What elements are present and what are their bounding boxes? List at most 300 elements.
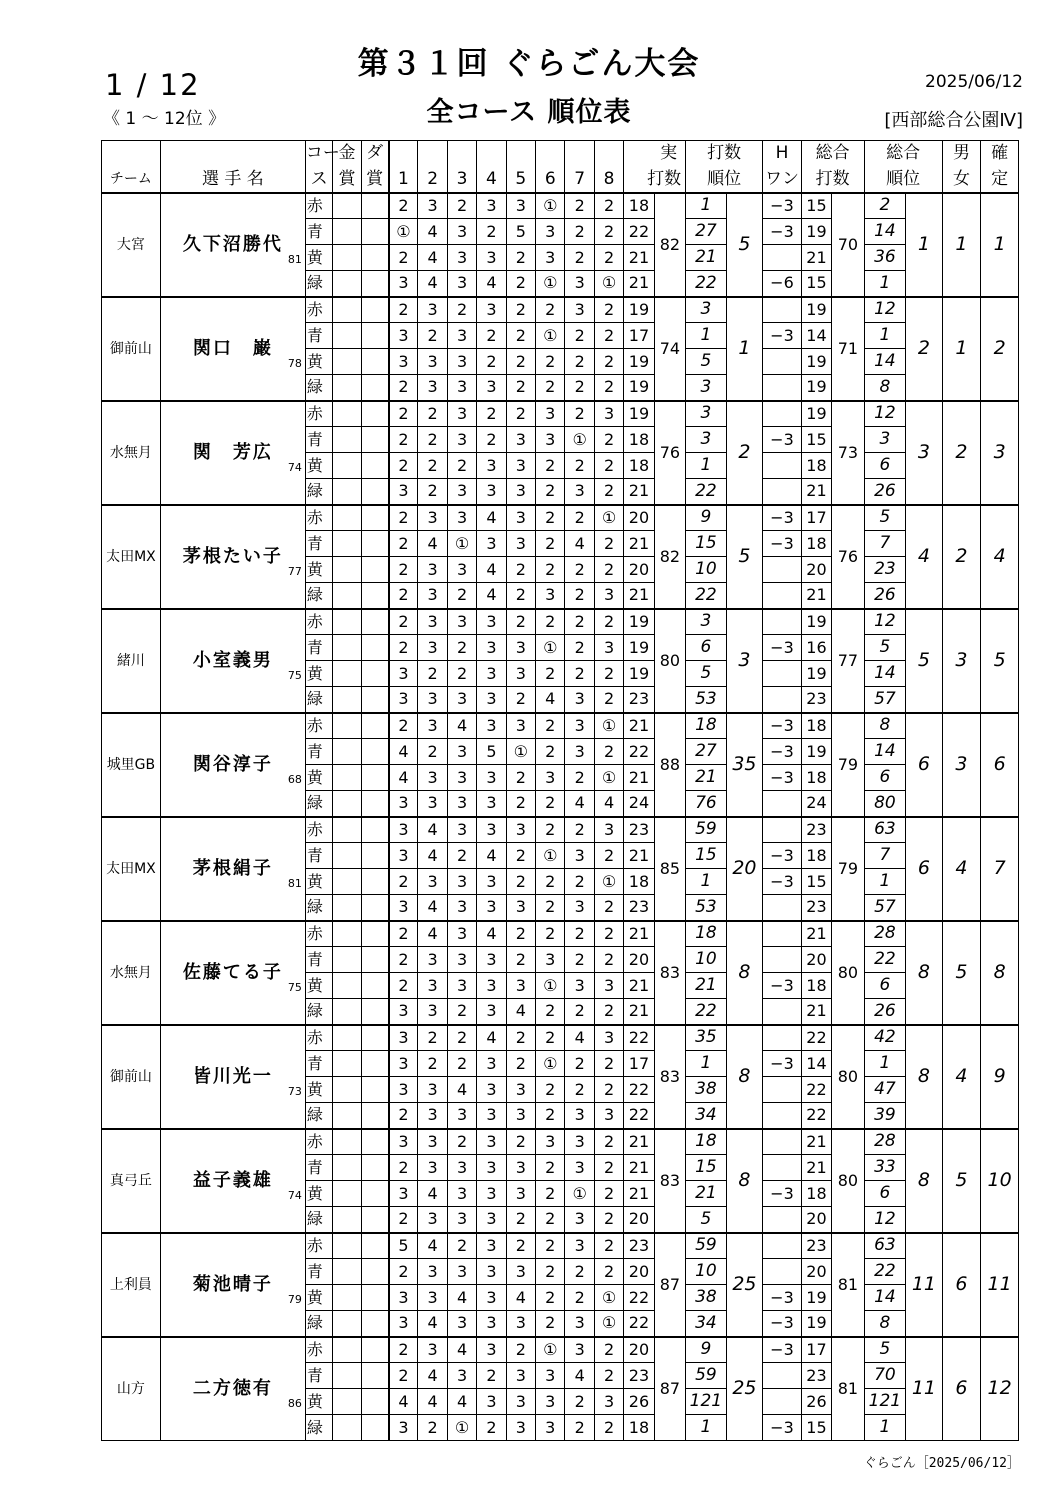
hole-score: 2 (565, 349, 594, 375)
course-rank: 59 (686, 817, 727, 843)
hole-score: ① (536, 323, 565, 349)
hole-score: 2 (594, 1077, 623, 1103)
hole-score: 2 (536, 1207, 565, 1233)
hole-score: 3 (447, 349, 476, 375)
actual-total: 83 (654, 921, 685, 1025)
course-sum: 21 (624, 1155, 654, 1181)
da-prize (361, 1337, 388, 1363)
course-sum: 21 (624, 271, 654, 297)
table-row (102, 505, 1019, 531)
player-name: 久下沼勝代 (182, 233, 283, 255)
hole-score: 3 (447, 401, 476, 427)
hole-score: 3 (477, 1311, 506, 1337)
course-total: 19 (801, 349, 831, 375)
hole-score: 2 (447, 661, 476, 687)
course-total-rank: 12 (864, 401, 906, 427)
course-name: 緑 (305, 479, 332, 505)
hole-score: 2 (594, 921, 623, 947)
course-rank: 15 (686, 531, 727, 557)
hole-score: 3 (418, 1259, 447, 1285)
hole-score: 4 (477, 1025, 506, 1051)
course-total: 21 (801, 583, 831, 609)
hole-score: ① (594, 1311, 623, 1337)
actual-total: 76 (654, 401, 685, 505)
course-sum: 23 (624, 895, 654, 921)
hole-score: 2 (389, 713, 418, 739)
hole-score: 4 (418, 817, 447, 843)
final-rank: 4 (981, 505, 1019, 609)
gold-prize (333, 1259, 361, 1285)
hole-in-one: −3 (763, 193, 802, 219)
course-name: 緑 (305, 999, 332, 1025)
course-total: 21 (801, 921, 831, 947)
course-sum: 22 (624, 739, 654, 765)
hole-score: 2 (506, 765, 535, 791)
course-total: 17 (801, 1337, 831, 1363)
course-rank: 1 (686, 1415, 727, 1441)
hole-score: 3 (447, 1311, 476, 1337)
da-prize (361, 557, 388, 583)
hole-score: 2 (536, 297, 565, 323)
course-total: 19 (801, 1285, 831, 1311)
hole-in-one: −3 (763, 1285, 802, 1311)
hole-in-one (763, 661, 802, 687)
hole-score: 3 (506, 479, 535, 505)
course-total-rank: 47 (864, 1077, 906, 1103)
hole-score: 2 (565, 765, 594, 791)
course-rank: 121 (686, 1389, 727, 1415)
hole-score: 2 (389, 973, 418, 999)
course-sum: 23 (624, 687, 654, 713)
da-prize (361, 765, 388, 791)
hole-score: 3 (418, 349, 447, 375)
hole-score: 3 (506, 1311, 535, 1337)
hole-score: 2 (389, 947, 418, 973)
course-total: 19 (801, 401, 831, 427)
player-cell (160, 1233, 305, 1337)
hole-in-one (763, 609, 802, 635)
hole-score: 3 (477, 973, 506, 999)
hole-score: 3 (418, 791, 447, 817)
course-rank: 27 (686, 739, 727, 765)
hole-score: 3 (389, 1311, 418, 1337)
hole-score: 2 (594, 245, 623, 271)
overall-total: 79 (832, 713, 864, 817)
gender-rank: 3 (942, 609, 981, 713)
course-rank: 21 (686, 973, 727, 999)
hole-score: 3 (447, 427, 476, 453)
hole-score: 3 (447, 479, 476, 505)
course-total: 15 (801, 271, 831, 297)
team-name: 上利員 (102, 1233, 161, 1337)
actual-total: 82 (654, 193, 685, 297)
course-rank: 1 (686, 193, 727, 219)
final-rank: 8 (981, 921, 1019, 1025)
hole-score: ① (506, 739, 535, 765)
hole-score: 3 (418, 193, 447, 219)
course-total-rank: 7 (864, 843, 906, 869)
gold-prize (333, 791, 361, 817)
hole-score: 3 (594, 1025, 623, 1051)
hole-score: 3 (389, 271, 418, 297)
hole-in-one (763, 1025, 802, 1051)
hole-score: 3 (447, 557, 476, 583)
hole-score: 3 (389, 817, 418, 843)
hole-score: 3 (506, 1181, 535, 1207)
course-rank: 22 (686, 479, 727, 505)
hole-score: 3 (418, 297, 447, 323)
course-sum: 20 (624, 947, 654, 973)
hole-score: 3 (447, 1207, 476, 1233)
gender-rank: 1 (942, 297, 981, 401)
da-prize (361, 219, 388, 245)
hole-score: 2 (594, 219, 623, 245)
hole-score: 4 (418, 1311, 447, 1337)
hole-score: ① (389, 219, 418, 245)
player-age: 86 (287, 1396, 302, 1410)
player-name: 茅根絹子 (192, 857, 273, 879)
hole-score: 3 (447, 869, 476, 895)
hole-score: ① (565, 1181, 594, 1207)
course-sum: 18 (624, 453, 654, 479)
hole-score: 3 (565, 1233, 594, 1259)
course-name: 黄 (305, 557, 332, 583)
hole-score: 3 (506, 1389, 535, 1415)
course-total: 18 (801, 843, 831, 869)
course-name: 赤 (305, 297, 332, 323)
course-total: 21 (801, 1155, 831, 1181)
hole-score: 3 (536, 1129, 565, 1155)
hole-score: 3 (477, 1051, 506, 1077)
hole-in-one (763, 1155, 802, 1181)
da-prize (361, 323, 388, 349)
col-hole-6: 6 (536, 167, 565, 193)
course-rank: 76 (686, 791, 727, 817)
hole-score: 3 (477, 869, 506, 895)
stroke-rank: 25 (726, 1337, 763, 1441)
hole-score: 2 (506, 1025, 535, 1051)
overall-total: 80 (832, 921, 864, 1025)
hole-score: 3 (536, 245, 565, 271)
course-total-rank: 42 (864, 1025, 906, 1051)
gold-prize (333, 271, 361, 297)
course-sum: 21 (624, 921, 654, 947)
course-sum: 19 (624, 609, 654, 635)
hole-score: 3 (447, 245, 476, 271)
course-name: 青 (305, 531, 332, 557)
hole-score: 3 (506, 661, 535, 687)
hole-score: 4 (418, 271, 447, 297)
hole-score: 2 (389, 505, 418, 531)
hole-score: 2 (536, 791, 565, 817)
course-name: 黄 (305, 1285, 332, 1311)
hole-score: 2 (565, 661, 594, 687)
hole-score: 2 (536, 817, 565, 843)
table-row (102, 193, 1019, 219)
col-gold: 賞 (333, 167, 361, 193)
hole-score: 3 (536, 947, 565, 973)
hole-score: 3 (447, 271, 476, 297)
hole-score: 2 (536, 531, 565, 557)
gold-prize (333, 479, 361, 505)
course-sum: 20 (624, 557, 654, 583)
course-total: 19 (801, 1311, 831, 1337)
hole-score: 3 (477, 713, 506, 739)
gold-prize (333, 921, 361, 947)
stroke-rank: 8 (726, 921, 763, 1025)
hole-score: 3 (477, 375, 506, 401)
da-prize (361, 947, 388, 973)
hole-score: 2 (506, 1129, 535, 1155)
hole-score: 3 (565, 1129, 594, 1155)
hole-score: 2 (389, 921, 418, 947)
table-row (102, 609, 1019, 635)
da-prize (361, 193, 388, 219)
hole-score: 2 (506, 245, 535, 271)
hole-score: 2 (594, 895, 623, 921)
course-name: 黄 (305, 661, 332, 687)
rank-range: 《 1 ～ 12位 》 (103, 109, 226, 129)
actual-total: 87 (654, 1233, 685, 1337)
gold-prize (333, 1129, 361, 1155)
hole-score: 2 (389, 245, 418, 271)
course-total-rank: 8 (864, 713, 906, 739)
course-total: 20 (801, 1259, 831, 1285)
col-total: 打数 (801, 167, 864, 193)
hole-score: 3 (389, 349, 418, 375)
hole-score: 4 (477, 921, 506, 947)
player-name: 佐藤てる子 (182, 961, 283, 983)
col-hole-1: 1 (389, 167, 418, 193)
hole-score: 2 (418, 323, 447, 349)
hole-in-one (763, 1207, 802, 1233)
course-rank: 18 (686, 921, 727, 947)
course-sum: 21 (624, 765, 654, 791)
course-sum: 19 (624, 297, 654, 323)
hole-in-one (763, 1233, 802, 1259)
hole-score: 3 (389, 1181, 418, 1207)
da-prize (361, 427, 388, 453)
gold-prize (333, 661, 361, 687)
player-age: 81 (287, 252, 302, 266)
player-name: 茅根たい子 (182, 545, 283, 567)
gender-rank: 6 (942, 1337, 981, 1441)
hole-score: 2 (565, 245, 594, 271)
course-total-rank: 26 (864, 999, 906, 1025)
player-age: 74 (287, 460, 302, 474)
hole-score: 2 (389, 1337, 418, 1363)
hole-score: 3 (477, 531, 506, 557)
hole-score: 3 (447, 791, 476, 817)
final-rank: 2 (981, 297, 1019, 401)
col-team-top (102, 141, 161, 167)
final-rank: 5 (981, 609, 1019, 713)
hole-score: 3 (594, 401, 623, 427)
hole-score: 3 (477, 1077, 506, 1103)
hole-score: 2 (477, 219, 506, 245)
hole-score: 2 (536, 1233, 565, 1259)
hole-score: 3 (447, 1181, 476, 1207)
da-prize (361, 1285, 388, 1311)
course-sum: 22 (624, 1025, 654, 1051)
course-rank: 18 (686, 1129, 727, 1155)
hole-score: 3 (447, 323, 476, 349)
hole-score: 3 (418, 505, 447, 531)
course-total: 20 (801, 947, 831, 973)
gold-prize (333, 635, 361, 661)
hole-score: 2 (594, 453, 623, 479)
col-hole-top (447, 141, 476, 167)
col-hole-7: 7 (565, 167, 594, 193)
hole-score: 2 (536, 557, 565, 583)
course-total: 19 (801, 739, 831, 765)
course-name: 黄 (305, 349, 332, 375)
hole-score: 3 (477, 245, 506, 271)
course-sum: 21 (624, 479, 654, 505)
hole-score: ① (536, 193, 565, 219)
hole-score: 3 (477, 1181, 506, 1207)
player-name: 皆川光一 (192, 1065, 273, 1087)
overall-rank: 8 (906, 921, 943, 1025)
overall-total: 73 (832, 401, 864, 505)
hole-score: 2 (536, 1103, 565, 1129)
overall-total: 71 (832, 297, 864, 401)
hole-score: 2 (506, 843, 535, 869)
hole-score: 3 (565, 271, 594, 297)
stroke-rank: 5 (726, 505, 763, 609)
hole-score: 3 (565, 739, 594, 765)
header-row-top (102, 141, 1019, 167)
hole-score: 2 (506, 921, 535, 947)
course-sum: 21 (624, 713, 654, 739)
hole-score: 3 (447, 765, 476, 791)
hole-score: 3 (389, 1129, 418, 1155)
course-sum: 22 (624, 1103, 654, 1129)
col-final-top: 確 (981, 141, 1019, 167)
hole-score: 3 (565, 1337, 594, 1363)
hole-score: 2 (594, 1051, 623, 1077)
course-name: 緑 (305, 1311, 332, 1337)
hole-score: 3 (536, 1415, 565, 1441)
hole-score: 2 (506, 947, 535, 973)
hole-score: 2 (565, 1051, 594, 1077)
stroke-rank: 8 (726, 1129, 763, 1233)
hole-score: 2 (506, 1337, 535, 1363)
da-prize (361, 1389, 388, 1415)
hole-score: 2 (536, 1077, 565, 1103)
table-row (102, 1129, 1019, 1155)
actual-total: 87 (654, 1337, 685, 1441)
hole-in-one (763, 687, 802, 713)
hole-score: 2 (418, 401, 447, 427)
course-total-rank: 121 (864, 1389, 906, 1415)
course-sum: 23 (624, 1363, 654, 1389)
hole-score: 2 (536, 895, 565, 921)
course-sum: 23 (624, 817, 654, 843)
course-rank: 10 (686, 557, 727, 583)
col-trank: 順位 (864, 167, 942, 193)
hole-score: 2 (477, 1415, 506, 1441)
player-cell (160, 193, 305, 297)
overall-rank: 6 (906, 817, 943, 921)
gold-prize (333, 947, 361, 973)
col-player-top (160, 141, 305, 167)
gold-prize (333, 1051, 361, 1077)
course-total-rank: 3 (864, 427, 906, 453)
course-rank: 5 (686, 661, 727, 687)
hole-score: 2 (565, 323, 594, 349)
da-prize (361, 245, 388, 271)
hole-score: 3 (536, 583, 565, 609)
course-total: 19 (801, 609, 831, 635)
course-total-rank: 12 (864, 297, 906, 323)
hole-score: 2 (536, 869, 565, 895)
hole-score: 3 (477, 1233, 506, 1259)
course-rank: 22 (686, 999, 727, 1025)
hole-score: 3 (506, 453, 535, 479)
da-prize (361, 817, 388, 843)
course-name: 青 (305, 947, 332, 973)
final-rank: 11 (981, 1233, 1019, 1337)
gender-rank: 5 (942, 1129, 981, 1233)
da-prize (361, 1103, 388, 1129)
hole-score: 2 (594, 531, 623, 557)
gold-prize (333, 349, 361, 375)
course-rank: 53 (686, 895, 727, 921)
course-rank: 34 (686, 1311, 727, 1337)
hole-score: 2 (594, 375, 623, 401)
hole-score: 3 (418, 557, 447, 583)
course-sum: 21 (624, 583, 654, 609)
course-total: 21 (801, 479, 831, 505)
course-total: 23 (801, 1363, 831, 1389)
hole-score: 3 (389, 895, 418, 921)
course-rank: 59 (686, 1363, 727, 1389)
course-total-rank: 12 (864, 1207, 906, 1233)
hole-score: 3 (477, 1389, 506, 1415)
team-name: 城里GB (102, 713, 161, 817)
hole-score: 2 (536, 661, 565, 687)
hole-score: 2 (594, 1259, 623, 1285)
da-prize (361, 713, 388, 739)
hole-score: 2 (536, 999, 565, 1025)
hole-score: 3 (565, 1155, 594, 1181)
course-rank: 35 (686, 1025, 727, 1051)
course-total-rank: 5 (864, 1337, 906, 1363)
hole-in-one: −3 (763, 1415, 802, 1441)
team-name: 緒川 (102, 609, 161, 713)
hole-score: 2 (565, 1259, 594, 1285)
hole-score: 3 (418, 1155, 447, 1181)
team-name: 真弓丘 (102, 1129, 161, 1233)
overall-rank: 3 (906, 401, 943, 505)
da-prize (361, 297, 388, 323)
hole-score: 2 (389, 1363, 418, 1389)
course-total-rank: 28 (864, 921, 906, 947)
hole-score: 5 (389, 1233, 418, 1259)
col-hole-top (565, 141, 594, 167)
da-prize (361, 1155, 388, 1181)
hole-score: 3 (594, 583, 623, 609)
hole-score: ① (594, 713, 623, 739)
player-name: 関谷淳子 (192, 753, 273, 775)
hole-score: 2 (389, 531, 418, 557)
hole-score: 3 (506, 505, 535, 531)
course-sum: 19 (624, 375, 654, 401)
gold-prize (333, 557, 361, 583)
hole-score: 2 (418, 1415, 447, 1441)
hole-score: 2 (565, 947, 594, 973)
